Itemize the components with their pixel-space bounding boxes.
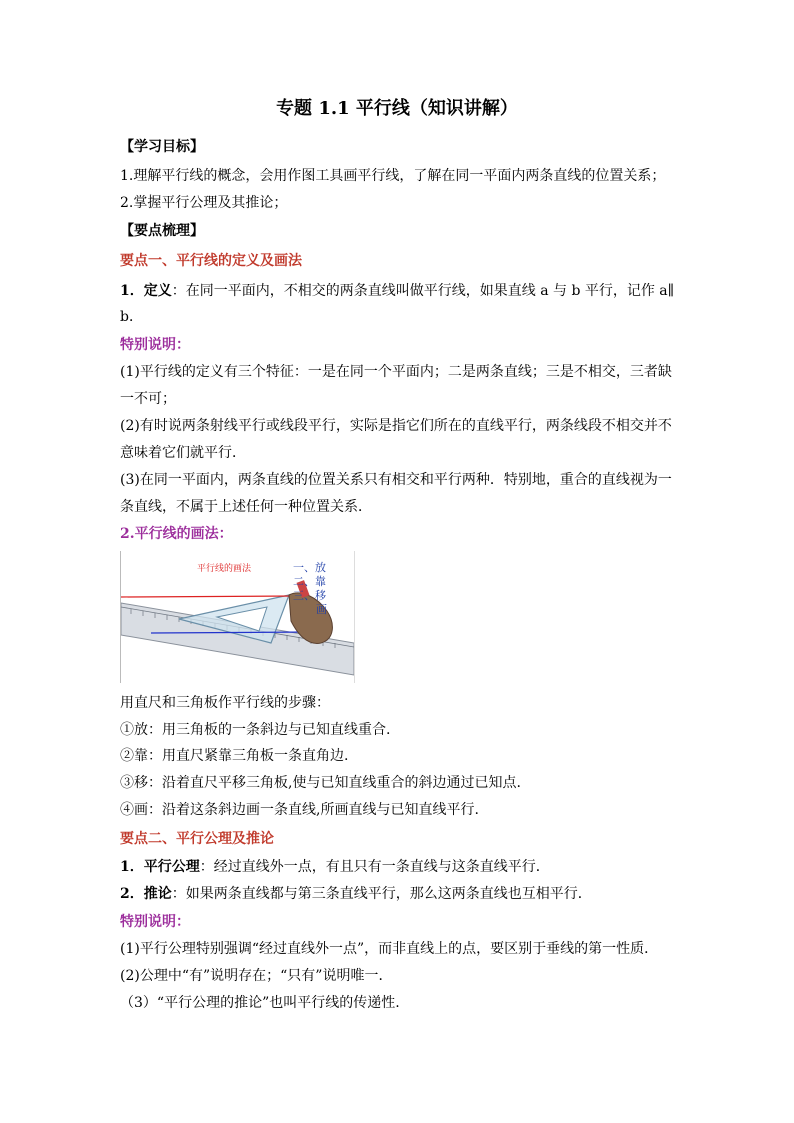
key-point-2-heading: 要点二、平行公理及推论 — [120, 831, 274, 847]
drawing-method-heading: 2.平行线的画法： — [120, 526, 233, 542]
note-1-line-a: (1)平行线的定义有三个特征：一是在同一个平面内；二是两条直线；三是不相交，三者缺 — [120, 364, 672, 380]
note-axiom-2: (2)公理中“有”说明存在；“只有”说明唯一． — [120, 968, 393, 984]
parallel-line-drawing-figure — [120, 551, 355, 683]
step-2: ②靠：用直尺紧靠三角板一条直角边. — [120, 748, 349, 764]
note-axiom-1: (1)平行公理特别强调“经过直线外一点”，而非直线上的点，要区别于垂线的第一性质． — [120, 941, 659, 957]
definition-term: 定义 — [143, 283, 172, 299]
special-note-label-2: 特别说明： — [120, 914, 190, 930]
corollary-line — [120, 884, 592, 904]
ruler-triangle-illustration — [121, 551, 354, 683]
figure-step-lean: 二、靠 — [293, 575, 326, 588]
note-1-line-b: 一不可； — [120, 391, 176, 407]
note-axiom-3: （3）“平行公理的推论”也叫平行线的传递性. — [120, 995, 400, 1011]
corollary-term: 推论 — [143, 886, 172, 902]
definition-text: ：在同一平面内，不相交的两条直线叫做平行线，如果直线 a 与 b 平行，记作 a∥ — [171, 283, 675, 299]
definition-text-cont: b． — [120, 309, 143, 325]
step-4: ④画：沿着这条斜边画一条直线,所画直线与已知直线平行. — [120, 802, 479, 818]
definition-line — [120, 281, 674, 301]
axiom-line — [120, 857, 550, 877]
figure-caption: 平行线的画法 — [197, 564, 252, 574]
axiom-number: 1． — [120, 859, 144, 875]
note-2-line-a: (2)有时说两条射线平行或线段平行，实际是指它们所在的直线平行，两条线段不相交并不 — [120, 418, 672, 434]
learning-goals-heading: 【学习目标】 — [120, 139, 204, 155]
corollary-number: 2． — [120, 886, 144, 902]
figure-step-place: 一、放 — [293, 561, 326, 574]
goal-item-1: 1.理解平行线的概念，会用作图工具画平行线，了解在同一平面内两条直线的位置关系； — [120, 168, 666, 184]
note-3-line-a: (3)在同一平面内，两条直线的位置关系只有相交和平行两种．特别地，重合的直线视为一 — [120, 472, 672, 488]
corollary-text: ：如果两条直线都与第三条直线平行，那么这两条直线也互相平行． — [171, 886, 592, 902]
goal-item-2: 2.掌握平行公理及其推论； — [120, 195, 288, 211]
figure-step-draw: 画 — [316, 603, 327, 616]
step-1: ①放：用三角板的一条斜边与已知直线重合. — [120, 722, 391, 738]
steps-intro: 用直尺和三角板作平行线的步骤： — [120, 695, 330, 711]
definition-number: 1． — [120, 283, 144, 299]
special-note-label: 特别说明： — [120, 337, 190, 353]
figure-step-move: 三、移 — [293, 589, 326, 602]
step-3: ③移：沿着直尺平移三角板,使与已知直线重合的斜边通过已知点. — [120, 775, 521, 791]
axiom-text: ：经过直线外一点，有且只有一条直线与这条直线平行． — [199, 859, 550, 875]
key-points-heading: 【要点梳理】 — [120, 223, 204, 239]
key-point-1-heading: 要点一、平行线的定义及画法 — [120, 253, 302, 269]
page-title: 专题 1.1 平行线（知识讲解） — [276, 98, 518, 119]
note-3-line-b: 条直线，不属于上述任何一种位置关系． — [120, 499, 372, 515]
note-2-line-b: 意味着它们就平行． — [120, 445, 246, 461]
axiom-term: 平行公理 — [143, 859, 200, 875]
